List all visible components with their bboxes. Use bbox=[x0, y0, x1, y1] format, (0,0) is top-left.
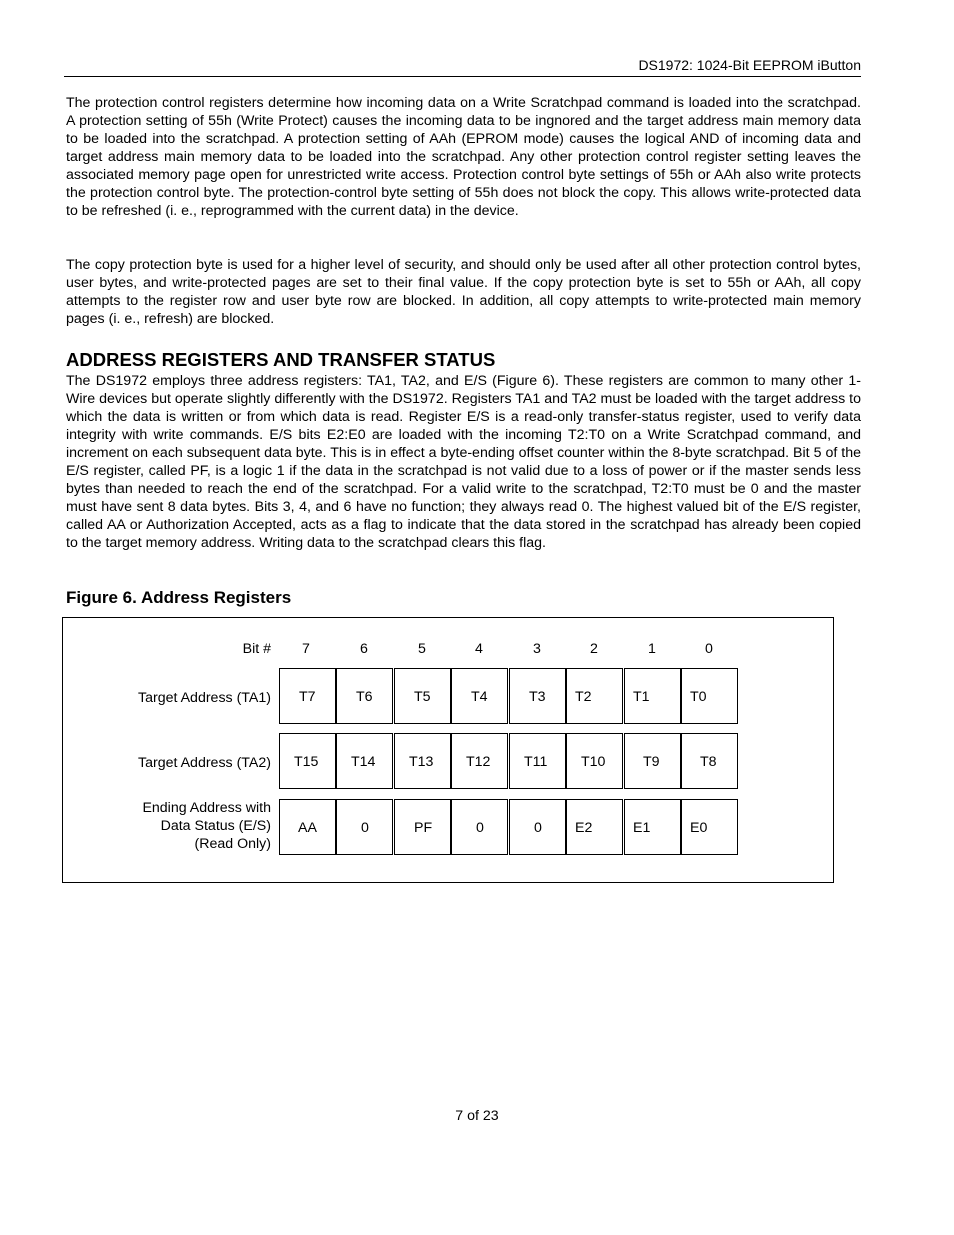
cell-value: E0 bbox=[690, 820, 708, 836]
cell-value: T6 bbox=[356, 689, 373, 705]
bit-number: 4 bbox=[475, 641, 483, 657]
row-label-ta2: Target Address (TA2) bbox=[138, 755, 271, 771]
section-heading: ADDRESS REGISTERS AND TRANSFER STATUS bbox=[66, 349, 496, 370]
cell-value: T2 bbox=[575, 689, 592, 705]
row-label-es-line3: (Read Only) bbox=[194, 836, 271, 852]
bit-number: 5 bbox=[418, 641, 426, 657]
register-cell bbox=[509, 799, 566, 855]
register-cell bbox=[451, 668, 508, 724]
page-number: 7 of 23 bbox=[455, 1108, 499, 1124]
register-cell bbox=[566, 668, 623, 724]
register-cell bbox=[566, 733, 623, 789]
register-cell bbox=[336, 668, 393, 724]
section-body: The DS1972 employs three address registers: TA1, TA2, and E/S (Figure 6). These registers are common to many other 1-Wire devices but operate slightly differently with the DS1972. Registers TA1 and TA2 must be loaded with the target address to which the data is written or from which data is read. Register E/S is a read-only transfer-status register, used to verify data integrity with write commands. E/S bits E2:E0 are loaded with the incoming T2:T0 on a Write Scratchpad command, and increment on each subsequent data byte. This is in effect a byte-ending offset counter within the 8-byte scratchpad. Bit 5 of the E/S register, called PF, is a logic 1 if the data in the scratchpad is not valid due to a loss of power or if the master sends less bytes than needed to reach the end of the scratchpad. For a valid write to the scratchpad, T2:T0 must be 0 and the master must have sent 8 data bytes. Bits 3, 4, and 6 have no function; they always read 0. The highest valued bit of the E/S register, called AA or Authorization Accepted, acts as a flag to indicate that the data stored in the scratchpad has already been copied to the target memory address. Writing data to the scratchpad clears this flag. bbox=[66, 373, 861, 551]
register-cell bbox=[394, 668, 451, 724]
register-cell bbox=[394, 733, 451, 789]
bit-header-label: Bit # bbox=[242, 641, 271, 657]
row-label-es-line1: Ending Address with bbox=[142, 800, 271, 816]
cell-value: T15 bbox=[294, 754, 319, 770]
paragraph-protection-control: The protection control registers determine how incoming data on a Write Scratchpad command is loaded into the scratchpad. A protection setting of 55h (Write Protect) causes the incoming data to be ingnored and the target address main memory data to be loaded into the scratchpad. A protection setting of AAh (EPROM mode) causes the logical AND of incoming data and target address main memory data to be loaded into the scratchpad. Any other protection control register setting leaves the associated memory page open for unrestricted write access. Protection control byte settings of 55h or AAh also write protects the protection control byte. The protection-control byte setting of 55h does not block the copy. This allows write-protected data to be refreshed (i. e., reprogrammed with the current data) in the device. bbox=[66, 95, 861, 219]
cell-value: 0 bbox=[476, 820, 484, 836]
register-cell bbox=[509, 733, 566, 789]
register-cell bbox=[624, 733, 681, 789]
cell-value: T9 bbox=[643, 754, 660, 770]
cell-value: T10 bbox=[581, 754, 606, 770]
register-cell bbox=[279, 668, 336, 724]
bit-number: 7 bbox=[302, 641, 310, 657]
register-cell bbox=[566, 799, 623, 855]
cell-value: T1 bbox=[633, 689, 650, 705]
register-cell bbox=[509, 668, 566, 724]
cell-value: T13 bbox=[409, 754, 434, 770]
cell-value: AA bbox=[298, 820, 317, 836]
bit-number: 6 bbox=[360, 641, 368, 657]
register-cell bbox=[279, 799, 336, 855]
cell-value: T3 bbox=[529, 689, 546, 705]
register-cell bbox=[451, 799, 508, 855]
register-cell bbox=[681, 733, 738, 789]
cell-value: 0 bbox=[361, 820, 369, 836]
row-label-es-line2: Data Status (E/S) bbox=[160, 818, 271, 834]
register-cell bbox=[624, 668, 681, 724]
bit-number: 2 bbox=[590, 641, 598, 657]
register-cell bbox=[681, 668, 738, 724]
page-header bbox=[64, 56, 861, 77]
cell-value: T5 bbox=[414, 689, 431, 705]
document-title: DS1972: 1024-Bit EEPROM iButton bbox=[638, 57, 861, 73]
register-cell bbox=[451, 733, 508, 789]
cell-value: E2 bbox=[575, 820, 593, 836]
register-cell bbox=[394, 799, 451, 855]
cell-value: T4 bbox=[471, 689, 488, 705]
bit-number: 1 bbox=[648, 641, 656, 657]
register-cell bbox=[681, 799, 738, 855]
register-cell bbox=[624, 799, 681, 855]
row-label-ta1: Target Address (TA1) bbox=[138, 690, 271, 706]
cell-value: T0 bbox=[690, 689, 707, 705]
cell-value: T14 bbox=[351, 754, 376, 770]
cell-value: T11 bbox=[524, 754, 548, 770]
register-cell bbox=[279, 733, 336, 789]
cell-value: T7 bbox=[299, 689, 316, 705]
bit-number: 0 bbox=[705, 641, 713, 657]
bit-number: 3 bbox=[533, 641, 541, 657]
cell-value: E1 bbox=[633, 820, 651, 836]
cell-value: T12 bbox=[466, 754, 491, 770]
cell-value: 0 bbox=[534, 820, 542, 836]
figure-caption: Figure 6. Address Registers bbox=[66, 588, 292, 607]
cell-value: T8 bbox=[700, 754, 717, 770]
cell-value: PF bbox=[414, 820, 433, 836]
paragraph-copy-protection: The copy protection byte is used for a higher level of security, and should only be used after all other protection control bytes, user bytes, and write-protected pages are set to their final value. If the copy protection byte is set to 55h or AAh, all copy attempts to the register row and user byte row are blocked. In addition, all copy attempts to write-protected main memory pages (i. e., refresh) are blocked. bbox=[66, 257, 861, 327]
register-cell bbox=[336, 799, 393, 855]
register-cell bbox=[336, 733, 393, 789]
